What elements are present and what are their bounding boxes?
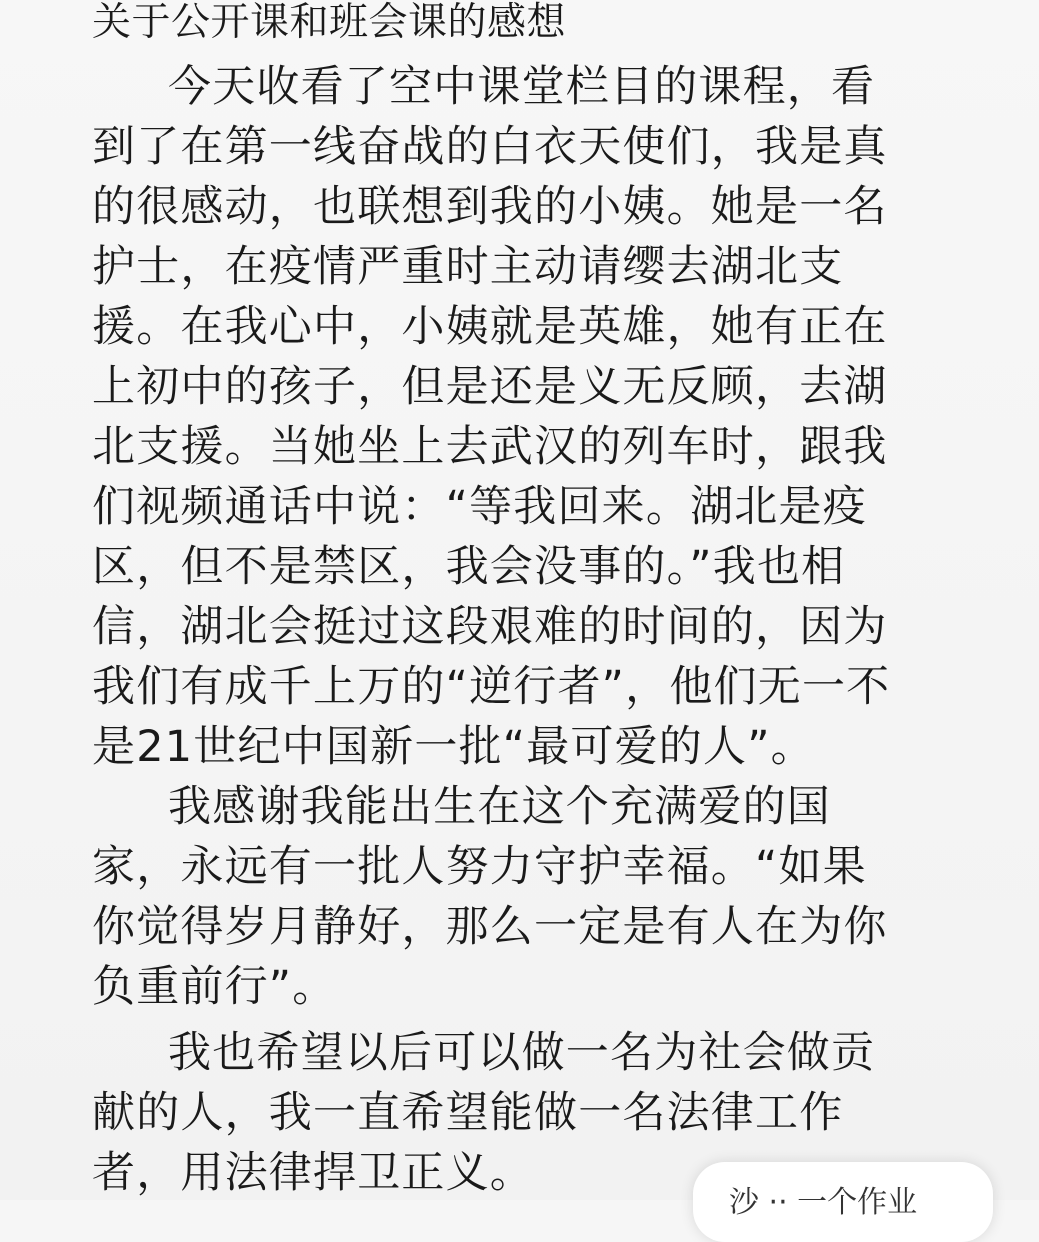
text-line: 我也希望以后可以做一名为社会做贡: [168, 1028, 876, 1078]
text-line: 是21世纪中国新一批“最可爱的人”。: [92, 722, 815, 772]
text-line: 我们有成千上万的“逆行者”，他们无一不: [92, 662, 891, 712]
text-line: 护士，在疫情严重时主动请缨去湖北支: [92, 242, 844, 292]
text-line: 的很感动，也联想到我的小姨。她是一名: [92, 182, 888, 232]
text-line: 到了在第一线奋战的白衣天使们，我是真: [92, 122, 888, 172]
text-line: 信，湖北会挺过这段艰难的时间的，因为: [92, 602, 888, 652]
text-line: 援。在我心中，小姨就是英雄，她有正在: [92, 302, 888, 352]
text-line: 我感谢我能出生在这个充满爱的国: [168, 782, 831, 832]
text-line: 北支援。当她坐上去武汉的列车时，跟我: [92, 422, 888, 472]
text-line: 者，用法律捍卫正义。: [92, 1148, 534, 1198]
text-line: 上初中的孩子，但是还是义无反顾，去湖: [92, 362, 888, 412]
essay-title: 关于公开课和班会课的感想: [92, 0, 567, 45]
text-line: 你觉得岁月静好，那么一定是有人在为你: [92, 902, 888, 952]
text-line: 今天收看了空中课堂栏目的课程，看: [168, 62, 876, 112]
text-line: 献的人，我一直希望能做一名法律工作: [92, 1088, 844, 1138]
text-line: 区，但不是禁区，我会没事的。”我也相: [92, 542, 846, 592]
text-line: 负重前行”。: [92, 962, 337, 1012]
text-line: 家，永远有一批人努力守护幸福。“如果: [92, 842, 867, 892]
floating-action-card[interactable]: [693, 1162, 993, 1242]
text-line: 们视频通话中说：“等我回来。湖北是疫: [92, 482, 867, 532]
floating-action-label: 沙 ·· 一个作业: [729, 1185, 918, 1220]
